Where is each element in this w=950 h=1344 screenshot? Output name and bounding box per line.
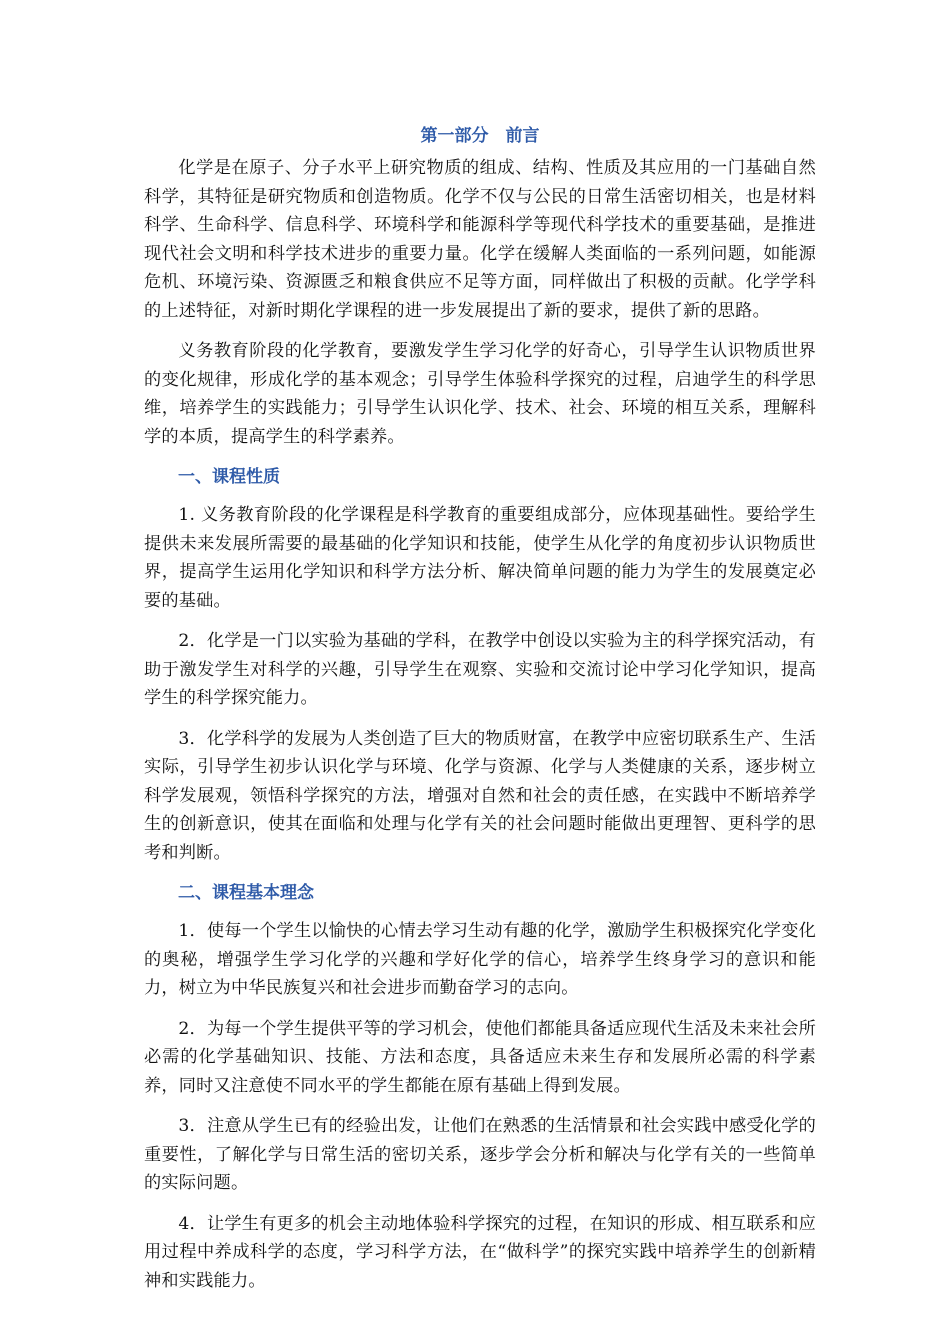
document-title: 第一部分 前言 [420,126,540,146]
intro-paragraph-2: 义务教育阶段的化学教育，要激发学生学习化学的好奇心，引导学生认识物质世界的变化规律，形成化学的基本观念；引导学生体验科学探究的过程，启迪学生的科学思维，培养学生的实践能力；引导学生认识化学、技术、社会、环境的相互关系，理解科学的本质，提高学生的科学素养。 [144,341,816,447]
nature-item-1: 1. 义务教育阶段的化学课程是科学教育的重要组成部分，应体现基础性。要给学生提供未来发展所需要的最基础的化学知识和技能，使学生从化学的角度初步认识物质世界，提高学生运用化学知识和科学方法分析、解决简单问题的能力为学生的发展奠定必要的基础。 [144,505,816,611]
section-heading-nature: 一、课程性质 [178,467,280,487]
document-page [144,120,816,1307]
principle-item-2: 2．为每一个学生提供平等的学习机会，使他们都能具备适应现代生活及未来社会所必需的化学基础知识、技能、方法和态度，具备适应未来生存和发展所必需的科学素养，同时又注意使不同水平的学生都能在原有基础上得到发展。 [144,1018,816,1096]
nature-item-3: 3．化学科学的发展为人类创造了巨大的物质财富，在教学中应密切联系生产、生活实际，引导学生初步认识化学与环境、化学与资源、化学与人类健康的关系，逐步树立科学发展观，领悟科学探究的方法，增强对自然和社会的责任感，在实践中不断培养学生的创新意识，使其在面临和处理与化学有关的社会问题时能做出更理智、更科学的思考和判断。 [144,728,816,863]
nature-item-2: 2．化学是一门以实验为基础的学科，在教学中创设以实验为主的科学探究活动，有助于激发学生对科学的兴趣，引导学生在观察、实验和交流讨论中学习化学知识，提高学生的科学探究能力。 [144,631,816,708]
principle-item-3: 3．注意从学生已有的经验出发，让他们在熟悉的生活情景和社会实践中感受化学的重要性，了解化学与日常生活的密切关系，逐步学会分析和解决与化学有关的一些简单的实际问题。 [144,1116,816,1193]
principle-item-1: 1．使每一个学生以愉快的心情去学习生动有趣的化学，激励学生积极探究化学变化的奥秘，增强学生学习化学的兴趣和学好化学的信心，培养学生终身学习的意识和能力，树立为中华民族复兴和社会进步而勤奋学习的志向。 [144,921,816,998]
intro-paragraph-1: 化学是在原子、分子水平上研究物质的组成、结构、性质及其应用的一门基础自然科学，其特征是研究物质和创造物质。化学不仅与公民的日常生活密切相关，也是材料科学、生命科学、信息科学、环境科学和能源科学等现代科学技术的重要基础，是推进现代社会文明和科学技术进步的重要力量。化学在缓解人类面临的一系列问题，如能源危机、环境污染、资源匮乏和粮食供应不足等方面，同样做出了积极的贡献。化学学科的上述特征，对新时期化学课程的进一步发展提出了新的要求，提供了新的思路。 [144,158,816,321]
section-heading-principles: 二、课程基本理念 [178,883,314,903]
principle-item-4: 4．让学生有更多的机会主动地体验科学探究的过程，在知识的形成、相互联系和应用过程中养成科学的态度，学习科学方法，在“做科学”的探究实践中培养学生的创新精神和实践能力。 [144,1213,816,1291]
